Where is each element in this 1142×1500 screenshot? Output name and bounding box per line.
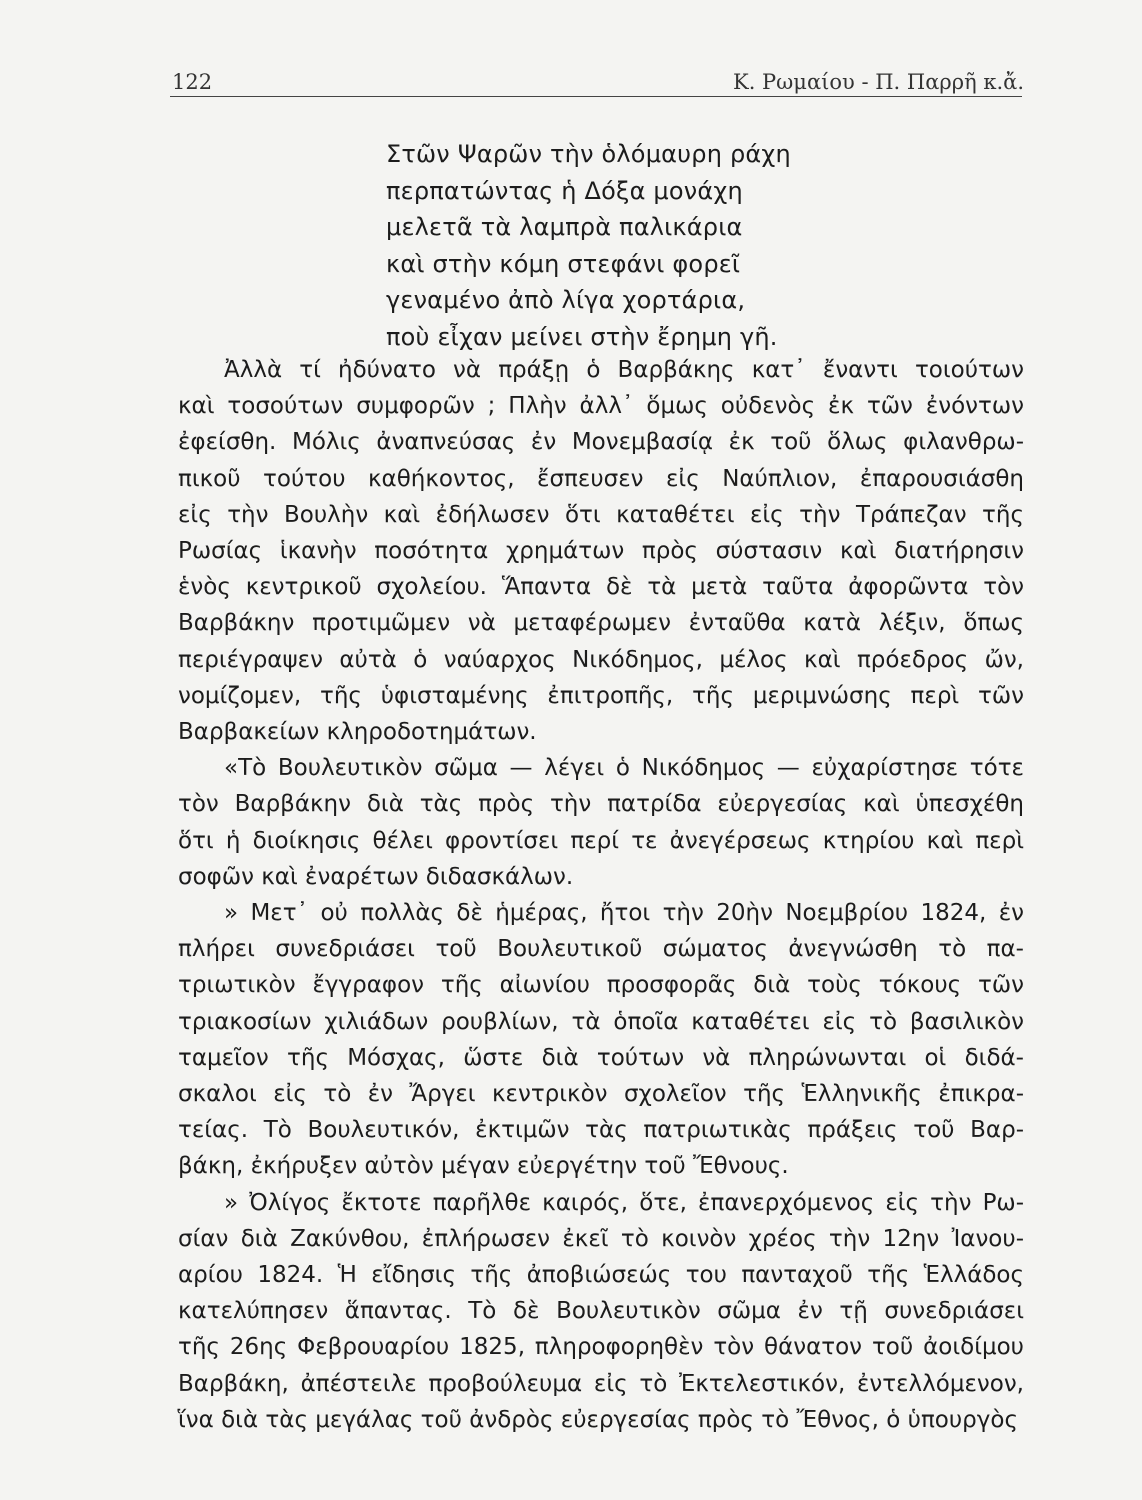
text-line: βάκη, ἐκήρυξεν αὐτὸν μέγαν εὐεργέτην τοῦ Ἔθνους. [178, 1153, 789, 1180]
text-line: σκαλοι εἰς τὸ ἐν Ἄργει κεντρικὸν σχολεῖον τῆς Ἑλληνικῆς ἐπικρα- [178, 1081, 1024, 1108]
text-line: κατελύπησεν ἅπαντας. Τὸ δὲ Βουλευτικὸν σῶμα ἐν τῇ συνεδριάσει [178, 1298, 1024, 1325]
text-line: σίαν διὰ Ζακύνθου, ἐπλήρωσεν ἐκεῖ τὸ κοινὸν χρέος τὴν 12ην Ἰανου- [178, 1225, 1024, 1252]
text-line: Ρωσίας ἱκανὴν ποσότητα χρημάτων πρὸς σύστασιν καὶ διατήρησιν [178, 538, 1024, 565]
text-line: καὶ τοσούτων συμφορῶν ; Πλὴν ἀλλ᾿ ὅμως οὐδενὸς ἐκ τῶν ἐνόντων [178, 393, 1024, 420]
text-line: πλήρει συνεδριάσει τοῦ Βουλευτικοῦ σώματος ἀνεγνώσθη τὸ πα- [178, 936, 1024, 963]
paragraph [178, 352, 1024, 750]
text-line: ταμεῖον τῆς Μόσχας, ὥστε διὰ τούτων νὰ πληρώνωνται οἱ διδά- [178, 1044, 1024, 1071]
text-line: νομίζομεν, τῆς ὑφισταμένης ἐπιτροπῆς, τῆς μεριμνώσης περὶ τῶν [178, 682, 1024, 709]
paragraph [178, 1185, 1024, 1438]
header-rule [170, 96, 1022, 97]
running-title: Κ. Ρωμαίου - Π. Παρρῆ κ.ἄ. [733, 70, 1024, 94]
page-number: 122 [172, 70, 213, 94]
poem-line: μελετᾶ τὰ λαμπρὰ παλικάρια [386, 213, 743, 241]
poem-line: καὶ στὴν κόμη στεφάνι φορεῖ [386, 249, 741, 278]
text-line: » Ὀλίγος ἔκτοτε παρῆλθε καιρός, ὅτε, ἐπανερχόμενος εἰς τὴν Ρω- [224, 1189, 1024, 1216]
running-header [172, 58, 1024, 94]
text-line: ἵνα διὰ τὰς μεγάλας τοῦ ἀνδρὸς εὐεργεσίας πρὸς τὸ Ἔθνος, ὁ ὑπουργὸς [178, 1406, 1018, 1433]
text-line: τείας. Τὸ Βουλευτικόν, ἐκτιμῶν τὰς πατριωτικὰς πράξεις τοῦ Βαρ- [178, 1117, 1024, 1144]
text-line: Βαρβακείων κληροδοτημάτων. [178, 719, 537, 746]
text-line: τὸν Βαρβάκην διὰ τὰς πρὸς τὴν πατρίδα εὐεργεσίας καὶ ὑπεσχέθη [178, 791, 1024, 818]
text-line: τριωτικὸν ἔγγραφον τῆς αἰωνίου προσφορᾶς διὰ τοὺς τόκους τῶν [178, 972, 1024, 999]
text-line: «Τὸ Βουλευτικὸν σῶμα — λέγει ὁ Νικόδημος — εὐχαρίστησε τότε [224, 755, 1024, 782]
text-line: ὅτι ἡ διοίκησις θέλει φροντίσει περί τε ἀνεγέρσεως κτηρίου καὶ περὶ [178, 827, 1024, 854]
text-line: σοφῶν καὶ ἐναρέτων διδασκάλων. [178, 863, 574, 890]
text-line: πικοῦ τούτου καθήκοντος, ἔσπευσεν εἰς Ναύπλιον, ἐπαρουσιάσθη [178, 465, 1024, 492]
text-line: περιέγραψεν αὐτὰ ὁ ναύαρχος Νικόδημος, μέλος καὶ πρόεδρος ὤν, [178, 646, 1024, 673]
text-line: Βαρβάκη, ἀπέστειλε προβούλευμα εἰς τὸ Ἐκτελεστικόν, ἐντελλόμενον, [178, 1370, 1024, 1397]
paragraph [178, 895, 1024, 1185]
text-line: » Μετ᾿ οὐ πολλὰς δὲ ἡμέρας, ἤτοι τὴν 20ὴν Νοεμβρίου 1824, ἐν [224, 900, 1024, 927]
text-line: αρίου 1824. Ἡ εἴδησις τῆς ἀποβιώσεώς του πανταχοῦ τῆς Ἑλλάδος [178, 1262, 1024, 1289]
text-line: Ἀλλὰ τί ἠδύνατο νὰ πράξῃ ὁ Βαρβάκης κατ᾿ ἔναντι τοιούτων [224, 357, 1024, 383]
text-line: εἰς τὴν Βουλὴν καὶ ἐδήλωσεν ὅτι καταθέτει εἰς τὴν Τράπεζαν τῆς [178, 501, 1024, 528]
poem-line: γεναμένο ἀπὸ λίγα χορτάρια, [386, 286, 746, 314]
text-line: ἐφείσθη. Μόλις ἀναπνεύσας ἐν Μονεμβασίᾳ ἐκ τοῦ ὅλως φιλανθρω- [178, 429, 1024, 456]
body-text [178, 352, 1024, 1438]
poem-line: ποὺ εἶχαν μείνει στὴν ἔρημη γῆ. [386, 322, 778, 351]
poem-stanza [386, 136, 946, 355]
poem-line: Στῶν Ψαρῶν τὴν ὁλόμαυρη ράχη [386, 140, 791, 168]
poem-line: περπατώντας ἡ Δόξα μονάχη [386, 176, 743, 205]
paragraph [178, 750, 1024, 895]
text-line: τῆς 26ης Φεβρουαρίου 1825, πληροφορηθὲν τὸν θάνατον τοῦ ἀοιδίμου [178, 1334, 1024, 1361]
text-line: Βαρβάκην προτιμῶμεν νὰ μεταφέρωμεν ἐνταῦθα κατὰ λέξιν, ὅπως [178, 610, 1024, 637]
text-line: τριακοσίων χιλιάδων ρουβλίων, τὰ ὁποῖα καταθέτει εἰς τὸ βασιλικὸν [178, 1008, 1024, 1035]
text-line: ἑνὸς κεντρικοῦ σχολείου. Ἅπαντα δὲ τὰ μετὰ ταῦτα ἀφορῶντα τὸν [178, 574, 1024, 601]
